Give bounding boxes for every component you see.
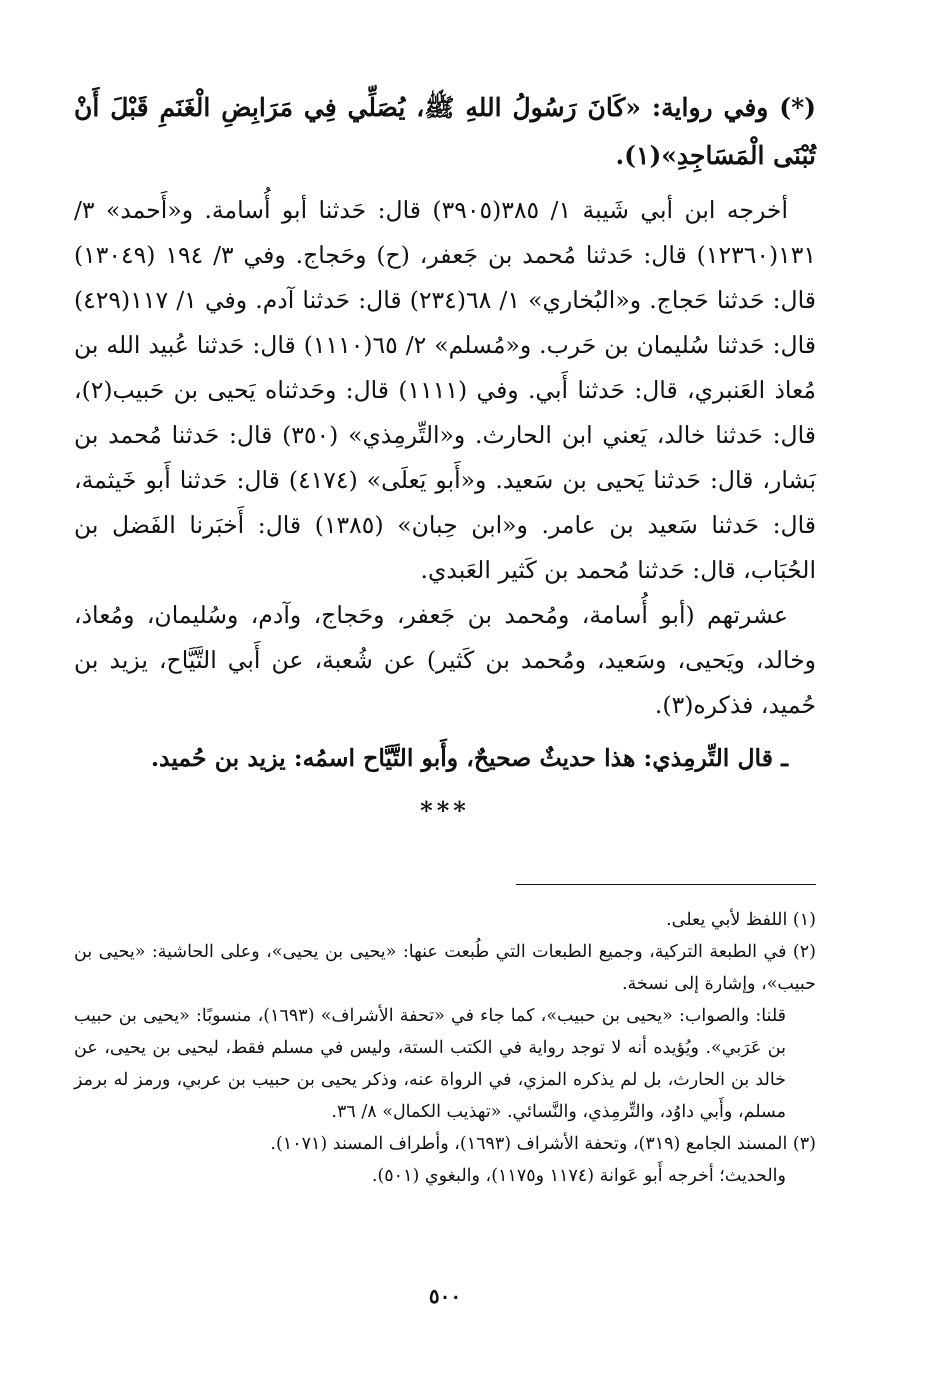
hadith-text: (*) وفي رواية: «كَانَ رَسُولُ اللهِ ﷺ، يُصَلِّي فِي مَرَابِضِ الْغَنَمِ قَبْلَ أَنْ تُبْنَى الْمَسَاجِدِ»(١). bbox=[74, 93, 816, 170]
footnote-divider bbox=[516, 884, 816, 885]
tirmidhi-comment: ـ قال التِّرمِذي: هذا حديثٌ صحيحٌ، وأَبو التَّيَّاح اسمُه: يزيد بن حُميد. bbox=[150, 744, 788, 772]
page-number: ٥٠٠ bbox=[428, 1284, 462, 1308]
main-text bbox=[74, 84, 816, 831]
summary-paragraph: عشرتهم (أبو أُسامة، ومُحمد بن جَعفر، وحَجاج، وآدم، وسُليمان، ومُعاذ، وخالد، ويَحيى، وسَعيد، ومُحمد بن كَثير) عن شُعبة، عن أَبي التَّيَّاح، يزيد بن حُميد، فذكره(٣). bbox=[74, 601, 816, 719]
book-page bbox=[74, 84, 816, 1324]
footnote-1: (١) اللفظ لأبي يعلى. bbox=[666, 910, 816, 930]
footnote-3: (٣) المسند الجامع (٣١٩)، وتحفة الأشراف (١٦٩٣)، وأطراف المسند (١٠٧١). bbox=[270, 1134, 816, 1154]
takhrij-paragraph: أخرجه ابن أبي شَيبة ١/ ٣٨٥(٣٩٠٥) قال: حَدثنا أبو أُسامة. و«أَحمد» ٣/ ١٣١(١٢٣٦٠) قال: حَدثنا مُحمد بن جَعفر، (ح) وحَجاج. وفي ٣/ ١٩٤ (١٣٠٤٩) قال: حَدثنا حَجاج. و«البُخاري» ١/ ٦٨(٢٣٤) قال: حَدثنا آدم. وفي ١/ ١١٧(٤٢٩) قال: حَدثنا سُليمان بن حَرب. و«مُسلم» ٢/ ٦٥(١١١٠) قال: حَدثنا عُبيد الله بن مُعاذ العَنبري، قال: حَدثنا أَبي. وفي (١١١١) قال: وحَدثناه يَحيى بن حَبيب(٢)، قال: حَدثنا خالد، يَعني ابن الحارث. و«التِّرمِذي» (٣٥٠) قال: حَدثنا مُحمد بن بَشار، قال: حَدثنا يَحيى بن سَعيد. و«أَبو يَعلَى» (٤١٧٤) قال: حَدثنا أَبو خَيثمة، قال: حَدثنا سَعيد بن عامر. و«ابن حِبان» (١٣٨٥) قال: أَخبَرنا الفَضل بن الحُبَاب، قال: حَدثنا مُحمد بن كَثير العَبدي. bbox=[74, 196, 817, 584]
footnote-3-note: والحديث؛ أخرجه أَبو عَوانة (١١٧٤ و١١٧٥)، والبغوي (٥٠١). bbox=[371, 1166, 786, 1186]
footnote-2-note: قلنا: والصواب: «يحيى بن حبيب»، كما جاء في «تحفة الأشراف» (١٦٩٣)، منسوبًا: «يحيى بن حبيب بن عَرَبي». ويُؤيده أنه لا توجد رواية في الكتب الستة، وليس في مسلم فقط، ليحيى بن يحيى، عن خالد بن الحارث، بل لم يذكره المزي، في الرواة عنه، وذكر يحيى بن حبيب بن عربي، ورمز له برمز مسلم، وأَبي داوُد، والتِّرمِذي، والنَّسائي. «تهذيب الكمال» ٨/ ٣٦. bbox=[74, 1006, 786, 1122]
footnotes bbox=[74, 904, 816, 1192]
section-separator: *** bbox=[420, 796, 470, 825]
footnote-2: (٢) في الطبعة التركية، وجميع الطبعات التي طُبعت عنها: «يحيى بن يحيى»، وعلى الحاشية: «يحيى بن حبيب»، وإشارة إلى نسخة. bbox=[74, 942, 816, 994]
